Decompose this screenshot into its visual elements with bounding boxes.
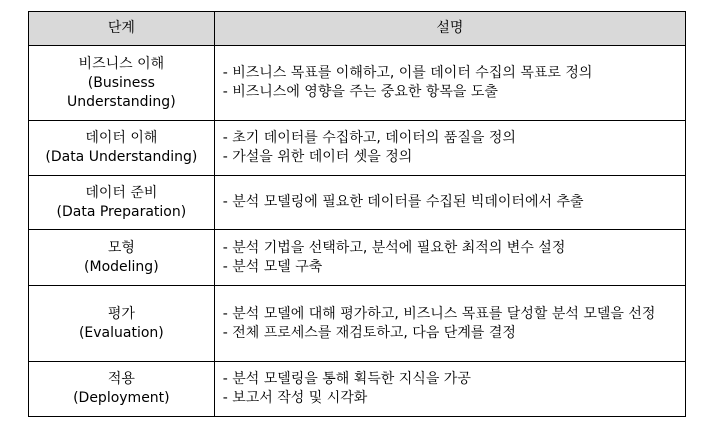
description-cell: [214, 46, 685, 121]
header-description: 설명: [214, 12, 685, 46]
table-row: [29, 286, 686, 362]
stage-name-english: (Data Understanding): [45, 149, 198, 165]
description-cell: [214, 121, 685, 176]
stage-name-english: (Evaluation): [78, 324, 164, 341]
description-item: - 전체 프로세스를 재검토하고, 다음 단계를 결정: [222, 324, 516, 341]
description-item: - 초기 데이터를 수집하고, 데이터의 품질을 정의: [222, 130, 516, 146]
description-item: - 분석 모델에 대해 평가하고, 비즈니스 목표를 달성할 분석 모델을 선정: [222, 305, 656, 322]
stage-name-english: (Data Preparation): [56, 203, 187, 220]
stage-cell: [29, 362, 215, 417]
description-item: - 보고서 작성 및 시각화: [222, 390, 368, 406]
stage-name-korean: 평가: [107, 305, 135, 322]
stage-name-english: Understanding): [67, 93, 176, 110]
table-row: [29, 121, 686, 176]
stage-name-korean: 데이터 준비: [85, 184, 158, 201]
table-header-row: [29, 12, 686, 46]
description-cell: [214, 176, 685, 230]
stage-cell: [29, 46, 215, 121]
description-cell: [214, 230, 685, 286]
table-row: [29, 176, 686, 230]
header-stage: 단계: [29, 12, 215, 46]
stage-cell: [29, 121, 215, 176]
description-cell: [214, 362, 685, 417]
description-item: - 비즈니스 목표를 이해하고, 이를 데이터 수집의 목표로 정의: [222, 65, 593, 81]
table-row: [29, 230, 686, 286]
description-item: - 분석 모델 구축: [222, 258, 323, 275]
description-item: - 가설을 위한 데이터 셋을 정의: [222, 149, 413, 165]
description-item: - 비즈니스에 영향을 주는 중요한 항목을 도출: [222, 84, 498, 100]
description-item: - 분석 기법을 선택하고, 분석에 필요한 최적의 변수 설정: [222, 239, 566, 256]
stage-name-korean: 비즈니스 이해: [78, 55, 165, 72]
stage-name-korean: 적용: [107, 371, 135, 387]
stage-name-korean: 모형: [107, 239, 135, 256]
stage-cell: [29, 286, 215, 362]
process-stages-table: [28, 11, 686, 417]
description-item: - 분석 모델링을 통해 획득한 지식을 가공: [222, 371, 471, 387]
stage-name-english: (Deployment): [73, 390, 170, 406]
description-item: - 분석 모델링에 필요한 데이터를 수집된 빅데이터에서 추출: [222, 194, 584, 210]
stage-cell: [29, 176, 215, 230]
table-row: [29, 362, 686, 417]
stage-name-english: (Business: [87, 74, 155, 91]
stage-cell: [29, 230, 215, 286]
stage-name-korean: 데이터 이해: [85, 130, 158, 146]
table-row: [29, 46, 686, 121]
stage-name-english: (Modeling): [84, 258, 159, 275]
description-cell: [214, 286, 685, 362]
